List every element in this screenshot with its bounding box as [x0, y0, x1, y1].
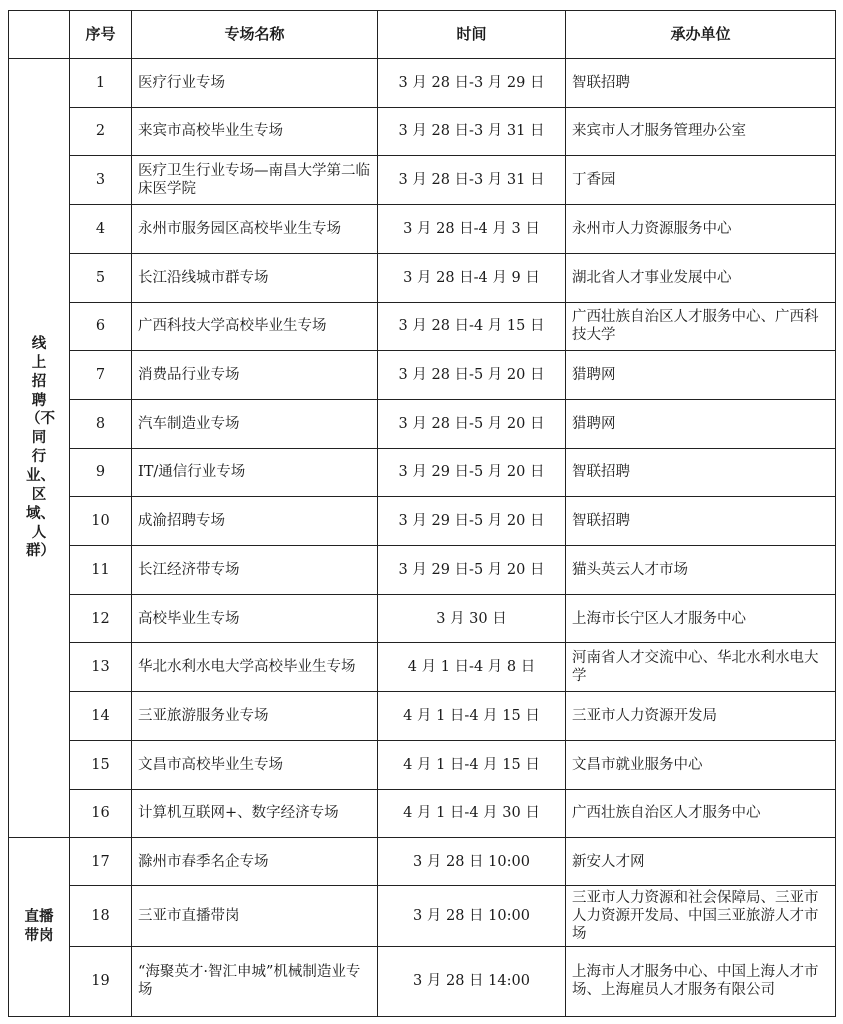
- row-number: 19: [70, 946, 132, 1016]
- event-time: 3 月 28 日-4 月 3 日: [378, 205, 566, 254]
- event-time: 4 月 1 日-4 月 15 日: [378, 740, 566, 789]
- row-number: 8: [70, 399, 132, 448]
- table-row: [9, 838, 836, 886]
- row-number: 10: [70, 497, 132, 546]
- event-time: 3 月 28 日-5 月 20 日: [378, 351, 566, 400]
- row-number: 3: [70, 156, 132, 205]
- header-organizer: 承办单位: [566, 11, 836, 59]
- table-row: [9, 351, 836, 400]
- row-number: 2: [70, 107, 132, 156]
- category-label: 线上招聘（不同行业、区域、人群）: [26, 336, 55, 560]
- event-organizer: 猫头英云人才市场: [566, 546, 836, 595]
- table-row: [9, 740, 836, 789]
- row-number: 11: [70, 546, 132, 595]
- event-name: IT/通信行业专场: [132, 448, 378, 497]
- table-row: [9, 497, 836, 546]
- table-row: [9, 546, 836, 595]
- category-cell: [9, 838, 70, 1017]
- row-number: 4: [70, 205, 132, 254]
- category-cell: [9, 59, 70, 838]
- row-number: 12: [70, 594, 132, 643]
- row-number: 17: [70, 838, 132, 886]
- event-name: “海聚英才·智汇申城”机械制造业专场: [132, 946, 378, 1016]
- event-name: 文昌市高校毕业生专场: [132, 740, 378, 789]
- row-number: 5: [70, 253, 132, 302]
- table-row: [9, 107, 836, 156]
- event-name: 长江沿线城市群专场: [132, 253, 378, 302]
- event-organizer: 猎聘网: [566, 351, 836, 400]
- event-time: 3 月 28 日 10:00: [378, 885, 566, 946]
- table-row: [9, 885, 836, 946]
- event-time: 4 月 1 日-4 月 8 日: [378, 643, 566, 692]
- event-time: 3 月 28 日-3 月 31 日: [378, 107, 566, 156]
- event-organizer: 上海市长宁区人才服务中心: [566, 594, 836, 643]
- event-time: 3 月 29 日-5 月 20 日: [378, 546, 566, 595]
- row-number: 15: [70, 740, 132, 789]
- table-body: [9, 59, 836, 1017]
- table-row: [9, 594, 836, 643]
- row-number: 14: [70, 692, 132, 741]
- row-number: 16: [70, 789, 132, 838]
- event-name: 计算机互联网+、数字经济专场: [132, 789, 378, 838]
- event-organizer: 三亚市人力资源开发局: [566, 692, 836, 741]
- row-number: 6: [70, 302, 132, 351]
- event-time: 4 月 1 日-4 月 15 日: [378, 692, 566, 741]
- row-number: 7: [70, 351, 132, 400]
- event-time: 3 月 29 日-5 月 20 日: [378, 448, 566, 497]
- event-name: 三亚旅游服务业专场: [132, 692, 378, 741]
- event-name: 三亚市直播带岗: [132, 885, 378, 946]
- event-name: 华北水利水电大学高校毕业生专场: [132, 643, 378, 692]
- table-row: [9, 205, 836, 254]
- event-name: 医疗卫生行业专场—南昌大学第二临床医学院: [132, 156, 378, 205]
- table-row: [9, 692, 836, 741]
- table-row: [9, 302, 836, 351]
- event-time: 3 月 28 日-3 月 31 日: [378, 156, 566, 205]
- table-row: [9, 643, 836, 692]
- event-organizer: 智联招聘: [566, 497, 836, 546]
- event-name: 高校毕业生专场: [132, 594, 378, 643]
- event-organizer: 三亚市人力资源和社会保障局、三亚市人力资源开发局、中国三亚旅游人才市场: [566, 885, 836, 946]
- event-name: 广西科技大学高校毕业生专场: [132, 302, 378, 351]
- header-number: 序号: [70, 11, 132, 59]
- event-name: 滁州市春季名企专场: [132, 838, 378, 886]
- table-row: [9, 156, 836, 205]
- header-row: [9, 11, 836, 59]
- event-organizer: 智联招聘: [566, 448, 836, 497]
- event-organizer: 丁香园: [566, 156, 836, 205]
- event-time: 3 月 30 日: [378, 594, 566, 643]
- header-event-name: 专场名称: [132, 11, 378, 59]
- event-time: 3 月 28 日-4 月 15 日: [378, 302, 566, 351]
- event-schedule-table: [8, 10, 836, 1017]
- event-organizer: 来宾市人才服务管理办公室: [566, 107, 836, 156]
- event-organizer: 智联招聘: [566, 59, 836, 108]
- event-organizer: 永州市人力资源服务中心: [566, 205, 836, 254]
- event-name: 成渝招聘专场: [132, 497, 378, 546]
- event-name: 长江经济带专场: [132, 546, 378, 595]
- event-time: 3 月 29 日-5 月 20 日: [378, 497, 566, 546]
- table-row: [9, 59, 836, 108]
- header-time: 时间: [378, 11, 566, 59]
- table-row: [9, 946, 836, 1016]
- row-number: 18: [70, 885, 132, 946]
- event-organizer: 广西壮族自治区人才服务中心、广西科技大学: [566, 302, 836, 351]
- event-time: 3 月 28 日 14:00: [378, 946, 566, 1016]
- event-time: 3 月 28 日-5 月 20 日: [378, 399, 566, 448]
- event-time: 4 月 1 日-4 月 30 日: [378, 789, 566, 838]
- event-name: 永州市服务园区高校毕业生专场: [132, 205, 378, 254]
- event-time: 3 月 28 日-4 月 9 日: [378, 253, 566, 302]
- table-row: [9, 253, 836, 302]
- event-name: 来宾市高校毕业生专场: [132, 107, 378, 156]
- row-number: 9: [70, 448, 132, 497]
- event-time: 3 月 28 日 10:00: [378, 838, 566, 886]
- event-organizer: 广西壮族自治区人才服务中心: [566, 789, 836, 838]
- event-organizer: 上海市人才服务中心、中国上海人才市场、上海雇员人才服务有限公司: [566, 946, 836, 1016]
- event-organizer: 河南省人才交流中心、华北水利水电大学: [566, 643, 836, 692]
- header-category: [9, 11, 70, 59]
- category-label: 直播带岗: [24, 909, 54, 945]
- table-row: [9, 448, 836, 497]
- event-name: 消费品行业专场: [132, 351, 378, 400]
- event-organizer: 文昌市就业服务中心: [566, 740, 836, 789]
- event-organizer: 猎聘网: [566, 399, 836, 448]
- table-row: [9, 399, 836, 448]
- event-name: 汽车制造业专场: [132, 399, 378, 448]
- event-name: 医疗行业专场: [132, 59, 378, 108]
- row-number: 1: [70, 59, 132, 108]
- table-row: [9, 789, 836, 838]
- event-organizer: 新安人才网: [566, 838, 836, 886]
- row-number: 13: [70, 643, 132, 692]
- event-organizer: 湖北省人才事业发展中心: [566, 253, 836, 302]
- event-time: 3 月 28 日-3 月 29 日: [378, 59, 566, 108]
